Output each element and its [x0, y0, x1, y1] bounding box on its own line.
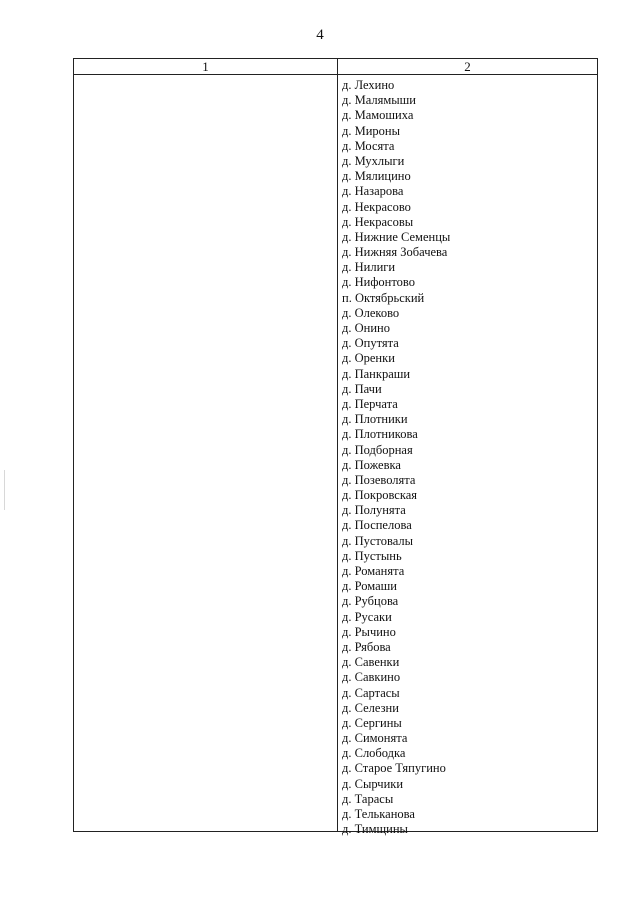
list-item: д. Пожевка [342, 457, 401, 472]
list-item: д. Плотникова [342, 427, 418, 442]
list-item: д. Опутята [342, 336, 399, 351]
list-item: д. Назарова [342, 184, 404, 199]
list-item: д. Лехино [342, 78, 395, 92]
list-item: д. Перчата [342, 396, 398, 411]
list-item: д. Плотники [342, 412, 408, 427]
list-item: д. Пустовалы [342, 533, 414, 548]
list-item: д. Тарасы [342, 791, 394, 806]
list-item: д. Тимщины [342, 822, 408, 837]
list-item: д. Романята [342, 564, 405, 578]
list-item: д. Русаки [342, 609, 392, 624]
table-header-col-2: 2 [464, 59, 471, 74]
page-number: 4 [316, 27, 324, 43]
scan-edge-mark [4, 470, 5, 510]
table-header-row [74, 59, 597, 75]
list-item: д. Поспелова [342, 518, 412, 533]
list-item: д. Некрасовы [342, 214, 414, 229]
list-item: д. Пачи [342, 381, 382, 396]
list-item: д. Симонята [342, 731, 408, 746]
list-item: д. Нижняя Зобачева [342, 245, 448, 260]
list-item: д. Пустынь [342, 548, 402, 563]
list-item: д. Сартасы [342, 685, 400, 700]
list-item: д. Малямыши [342, 93, 416, 108]
list-item: д. Позеволята [342, 472, 416, 487]
list-item: д. Селезни [342, 700, 399, 715]
list-item: д. Рубцова [342, 594, 399, 609]
column-divider [337, 59, 338, 831]
list-item: д. Полунята [342, 503, 406, 518]
list-item: д. Савенки [342, 655, 400, 670]
list-item: д. Некрасово [342, 199, 411, 214]
list-item: д. Онино [342, 321, 390, 335]
list-item: д. Мухлыги [342, 153, 405, 168]
list-item: д. Нижние Семенцы [342, 229, 451, 244]
list-item: д. Мироны [342, 123, 401, 138]
locality-table [73, 58, 598, 837]
list-item: д. Старое Тяпугино [342, 761, 446, 776]
list-item: д. Нифонтово [342, 275, 415, 290]
list-item: д. Ромаши [342, 579, 397, 594]
list-item: д. Нилиги [342, 260, 396, 275]
table-header-col-1: 1 [202, 59, 209, 74]
list-item: д. Тельканова [342, 807, 415, 821]
list-item: д. Подборная [342, 442, 413, 457]
list-item: д. Покровская [342, 488, 418, 503]
list-item: д. Мосята [342, 138, 395, 153]
list-item: д. Сергины [342, 715, 402, 730]
list-item: д. Савкино [342, 670, 401, 685]
list-item: д. Слободка [342, 746, 406, 761]
list-item: д. Мамошиха [342, 108, 414, 123]
list-item: д. Рычино [342, 624, 396, 639]
list-item: д. Оренки [342, 351, 395, 366]
list-item: д. Мялицино [342, 169, 411, 184]
list-item: п. Октябрьский [342, 290, 425, 305]
list-item: д. Олеково [342, 305, 400, 320]
list-item: д. Сырчики [342, 776, 404, 791]
list-item: д. Рябова [342, 639, 391, 654]
list-item: д. Панкраши [342, 366, 411, 381]
locality-list [342, 78, 450, 837]
